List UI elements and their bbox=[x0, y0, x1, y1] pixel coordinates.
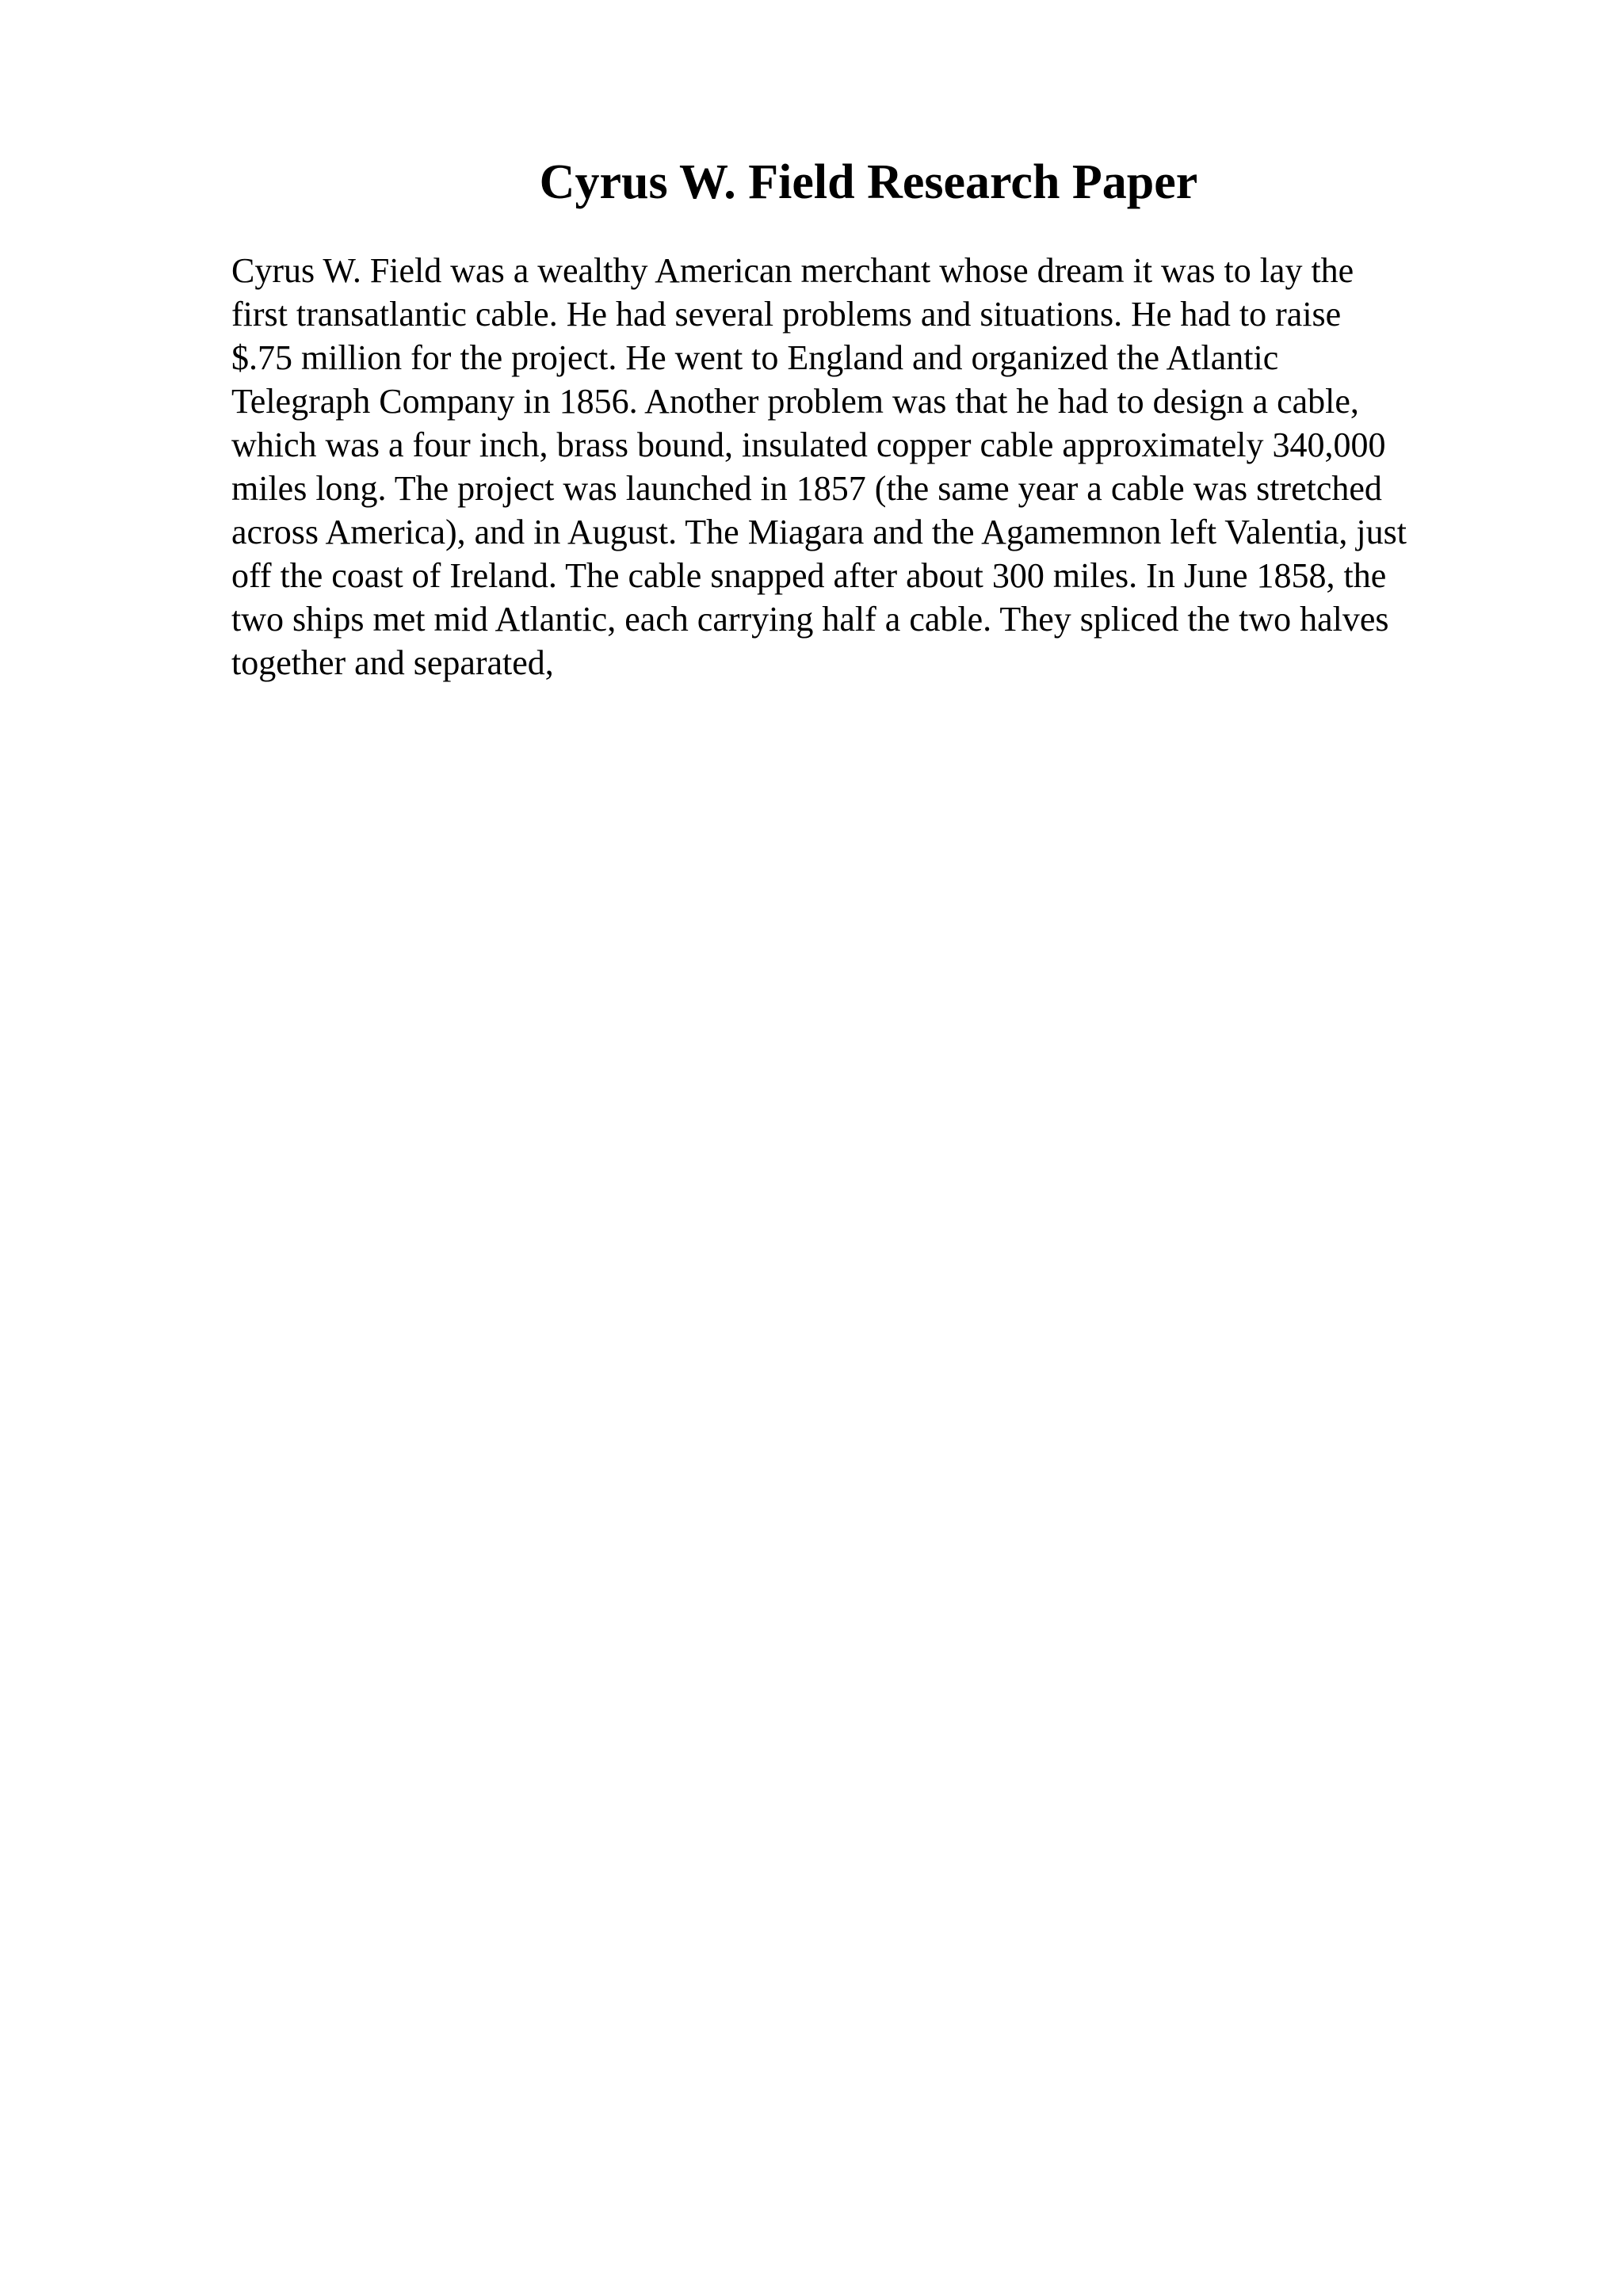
paragraph-line: first transatlantic cable. He had several problems and situations. He had to raise bbox=[231, 295, 1342, 334]
paragraph-line: Telegraph Company in 1856. Another problem was that he had to design a cable, bbox=[231, 382, 1359, 421]
paragraph-line: across America), and in August. The Miagara and the Agamemnon left Valentia, just bbox=[231, 513, 1407, 551]
paragraph-line: off the coast of Ireland. The cable snapped after about 300 miles. In June 1858, the bbox=[231, 556, 1387, 595]
paragraph-line: Cyrus W. Field was a wealthy American merchant whose dream it was to lay the bbox=[231, 251, 1354, 290]
page-title: Cyrus W. Field Research Paper bbox=[539, 155, 1198, 209]
paragraph-line: $.75 million for the project. He went to England and organized the Atlantic bbox=[231, 338, 1279, 377]
paragraph-line: together and separated, bbox=[231, 643, 554, 682]
paragraph-line: miles long. The project was launched in 1857 (the same year a cable was stretched bbox=[231, 469, 1382, 508]
paragraph-line: two ships met mid Atlantic, each carrying half a cable. They spliced the two halves bbox=[231, 600, 1389, 639]
body-paragraph bbox=[231, 249, 1579, 685]
paragraph-line: which was a four inch, brass bound, insulated copper cable approximately 340,000 bbox=[231, 425, 1386, 464]
